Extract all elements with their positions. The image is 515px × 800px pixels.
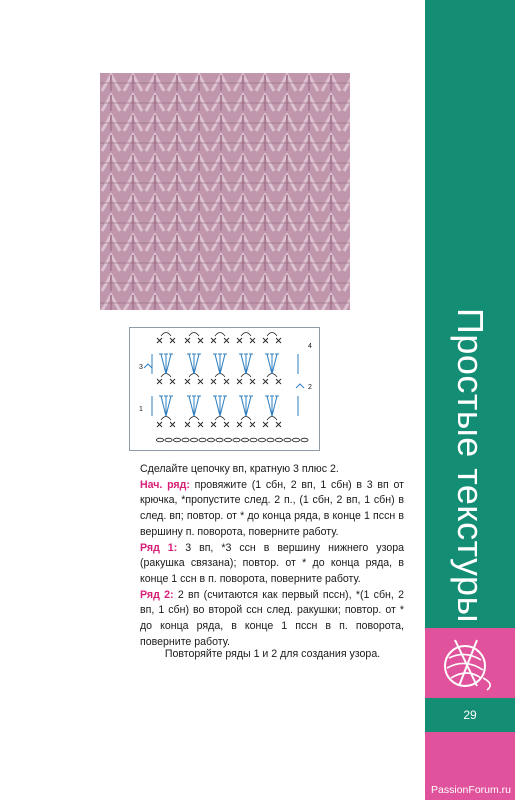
sc-symbol <box>198 379 203 384</box>
instructions <box>140 462 404 650</box>
dc-symbol <box>194 354 199 374</box>
dc-symbol <box>246 354 251 374</box>
sc-symbol <box>157 422 162 427</box>
chain-stitch <box>284 438 291 442</box>
sc-symbol <box>237 379 242 384</box>
chain-stitch <box>182 438 189 442</box>
dc-symbol <box>241 396 246 416</box>
section-title-text: Простые текстуры <box>450 307 491 623</box>
chain-arc <box>215 417 225 421</box>
chain-arc <box>189 333 199 337</box>
chain-arc <box>161 333 171 337</box>
sc-symbol <box>263 422 268 427</box>
chain-arc <box>267 333 277 337</box>
intro-paragraph: Сделайте цепочку вп, кратную 3 плюс 2. <box>140 463 339 475</box>
dc-symbol <box>189 396 194 416</box>
sc-symbol <box>185 379 190 384</box>
yarn-ball-icon <box>425 628 515 698</box>
chain-stitch <box>224 438 231 442</box>
dc-symbol <box>194 396 199 416</box>
sc-symbol <box>170 379 175 384</box>
dc-symbol <box>161 354 166 374</box>
sc-symbol <box>224 379 229 384</box>
dc-symbol <box>272 396 277 416</box>
chain-stitch <box>190 438 197 442</box>
sc-symbol <box>185 422 190 427</box>
sc-symbol <box>250 379 255 384</box>
sc-symbol <box>185 338 190 343</box>
chain-stitch <box>301 438 308 442</box>
start-row-paragraph <box>140 478 404 541</box>
chain-arc <box>215 333 225 337</box>
dc-symbol <box>267 354 272 374</box>
chain-arc <box>241 417 251 421</box>
dc-symbol <box>220 396 225 416</box>
dc-symbol <box>220 354 225 374</box>
chain-arc <box>241 374 251 378</box>
dc-symbol <box>215 354 220 374</box>
sc-symbol <box>250 422 255 427</box>
chain-stitch <box>165 438 172 442</box>
sc-symbol <box>170 338 175 343</box>
chain-stitch <box>156 438 163 442</box>
arrow-icon <box>296 384 304 388</box>
sc-symbol <box>276 379 281 384</box>
row-number-4: 4 <box>308 343 312 350</box>
start-row-text: провяжите (1 сбн, 2 вп, 1 сбн) в 3 вп от крючка, *пропустите след. 2 п., (1 сбн, 2 вп, 1 сбн) в след. вп; повтор. от * до конца ряда, в конце 1 пссн в вершину п. поворота, поверните работу. <box>140 478 404 538</box>
crochet-swatch-photo <box>100 73 350 310</box>
chain-arc <box>161 417 171 421</box>
chain-arc <box>215 374 225 378</box>
chain-arc <box>161 374 171 378</box>
sc-symbol <box>250 338 255 343</box>
dc-symbol <box>267 396 272 416</box>
chain-stitch <box>250 438 257 442</box>
start-row-label: Нач. ряд: <box>140 478 190 491</box>
sc-symbol <box>157 379 162 384</box>
section-title <box>425 300 515 630</box>
row2-text: 2 вп (считаются как первый пссн), *(1 сбн, 2 вп, 1 сбн) во второй ссн след. ракушки; повтор. от * до конца ряда, в конце 1 пссн в п. поворота, поверните работу. <box>140 588 404 648</box>
dc-symbol <box>246 396 251 416</box>
chain-stitch <box>258 438 265 442</box>
sc-symbol <box>263 338 268 343</box>
row2-paragraph <box>140 588 404 651</box>
chain-stitch <box>199 438 206 442</box>
chain-stitch <box>173 438 180 442</box>
chain-stitch <box>207 438 214 442</box>
chain-stitch <box>292 438 299 442</box>
sc-symbol <box>211 379 216 384</box>
chain-stitch <box>241 438 248 442</box>
chain-stitch <box>267 438 274 442</box>
dc-symbol <box>166 396 171 416</box>
row-number-3: 3 <box>139 364 143 371</box>
arrow-icon <box>144 364 152 368</box>
chain-arc <box>189 374 199 378</box>
dc-symbol <box>241 354 246 374</box>
sc-symbol <box>263 379 268 384</box>
sc-symbol <box>157 338 162 343</box>
chain-stitch <box>275 438 282 442</box>
dc-symbol <box>189 354 194 374</box>
row1-text: 3 вп, *3 ссн в вершину нижнего узора (ракушка связана); повтор. от * до конца ряда, в конце 1 ссн в п. поворота, поверните работу. <box>140 541 404 585</box>
sc-symbol <box>224 338 229 343</box>
chain-arc <box>267 417 277 421</box>
chain-arc <box>241 333 251 337</box>
sc-symbol <box>237 338 242 343</box>
row-number-2: 2 <box>308 384 312 391</box>
chain-arc <box>267 374 277 378</box>
yarn-badge <box>425 628 515 698</box>
dc-symbol <box>272 354 277 374</box>
row-number-1: 1 <box>139 406 143 413</box>
page-number: 29 <box>463 708 477 722</box>
sc-symbol <box>237 422 242 427</box>
row1-label: Ряд 1: <box>140 541 178 554</box>
dc-symbol <box>166 354 171 374</box>
dc-symbol <box>161 396 166 416</box>
chain-arc <box>189 417 199 421</box>
sc-symbol <box>198 338 203 343</box>
repeat-instruction: Повторяйте ряды 1 и 2 для создания узора. <box>164 648 381 660</box>
watermark: PassionForum.ru <box>431 784 511 796</box>
sc-symbol <box>198 422 203 427</box>
crochet-chart-diagram <box>129 327 320 451</box>
row1-paragraph <box>140 541 404 588</box>
chain-stitch <box>216 438 223 442</box>
chain-stitch <box>233 438 240 442</box>
sc-symbol <box>211 338 216 343</box>
sc-symbol <box>170 422 175 427</box>
row2-label: Ряд 2: <box>140 588 174 601</box>
sc-symbol <box>276 422 281 427</box>
sc-symbol <box>224 422 229 427</box>
dc-symbol <box>215 396 220 416</box>
sc-symbol <box>276 338 281 343</box>
sc-symbol <box>211 422 216 427</box>
